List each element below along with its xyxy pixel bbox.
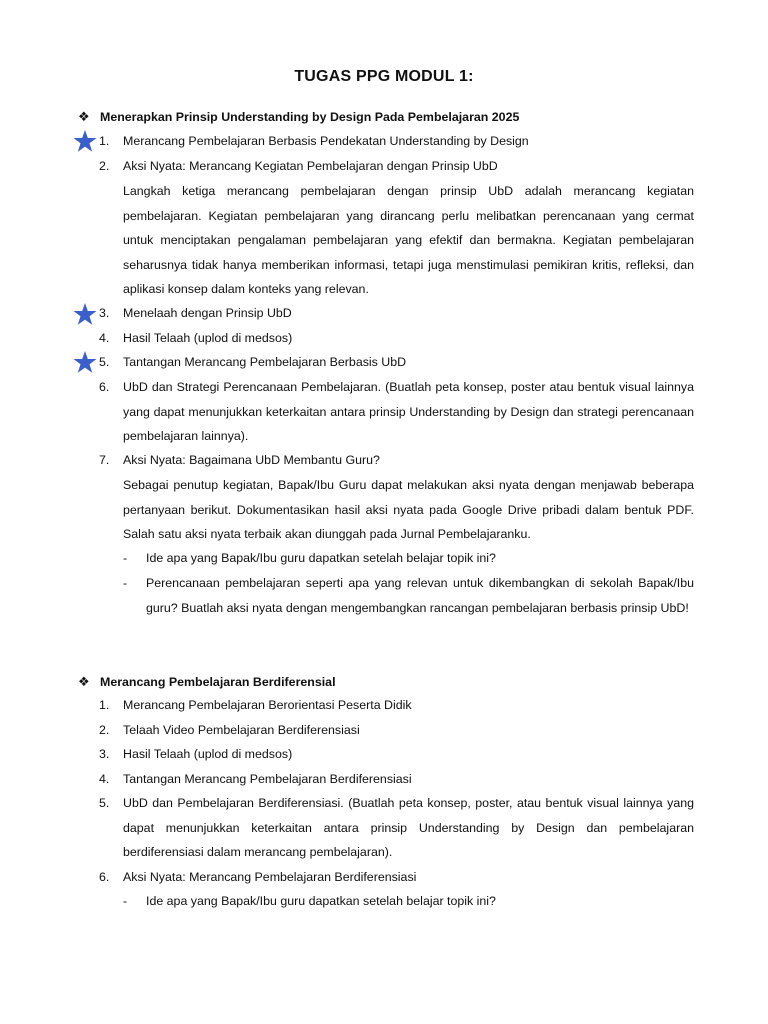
- list-item: 4. Hasil Telaah (uplod di medsos): [99, 331, 293, 345]
- blue-star-icon: [73, 303, 97, 325]
- section-heading: [78, 109, 519, 125]
- list-item: 1. Merancang Pembelajaran Berorientasi Peserta Didik: [99, 698, 412, 712]
- paragraph: Sebagai penutup kegiatan, Bapak/Ibu Guru dapat melakukan aksi nyata dengan menjawab beberapa pertanyaan berikut. Dokumentasikan hasil aksi nyata pada Google Drive pribadi dalam bentuk PDF. Salah satu aksi nyata terbaik akan diunggah pada Jurnal Pembelajaranku.: [123, 478, 694, 542]
- dash-item: - Perencanaan pembelajaran seperti apa yang relevan untuk dikembangkan di sekolah Bapak/Ibu guru? Buatlah aksi nyata dengan mengembangkan rancangan pembelajaran berbasis prinsip UbD!: [123, 576, 694, 615]
- list-item: 6. Aksi Nyata: Merancang Pembelajaran Berdiferensiasi: [99, 870, 417, 884]
- dash-item: - Ide apa yang Bapak/Ibu guru dapatkan setelah belajar topik ini?: [123, 894, 496, 908]
- page-title: TUGAS PPG MODUL 1:: [294, 68, 474, 85]
- section-heading-text: Merancang Pembelajaran Berdiferensial: [100, 675, 336, 689]
- diamond-bullet-icon: ❖: [78, 109, 90, 124]
- list-item: 7. Aksi Nyata: Bagaimana UbD Membantu Guru?: [99, 453, 380, 467]
- section-heading-text: Menerapkan Prinsip Understanding by Design Pada Pembelajaran 2025: [100, 110, 520, 124]
- blue-star-icon: [73, 351, 97, 373]
- section-heading: [78, 674, 336, 690]
- list-item: 4. Tantangan Merancang Pembelajaran Berdiferensiasi: [99, 772, 412, 786]
- list-item: 5. UbD dan Pembelajaran Berdiferensiasi. (Buatlah peta konsep, poster, atau bentuk visual lainnya yang dapat menunjukkan keterkaitan antara prinsip Understanding by Design dan pembelajaran berdiferensiasi dalam merancang pembelajaran).: [99, 796, 694, 860]
- list-item: 3. Hasil Telaah (uplod di medsos): [99, 747, 293, 761]
- diamond-bullet-icon: ❖: [78, 674, 90, 689]
- dash-item: - Ide apa yang Bapak/Ibu guru dapatkan setelah belajar topik ini?: [123, 551, 496, 565]
- list-item: 1. Merancang Pembelajaran Berbasis Pendekatan Understanding by Design: [99, 134, 529, 148]
- list-item: 3. Menelaah dengan Prinsip UbD: [99, 306, 292, 320]
- list-item: 6. UbD dan Strategi Perencanaan Pembelajaran. (Buatlah peta konsep, poster atau bentuk visual lainnya yang dapat menunjukkan keterkaitan antara prinsip Understanding by Design dan strategi perencanaan pembelajaran lainnya).: [99, 380, 694, 444]
- paragraph: Langkah ketiga merancang pembelajaran dengan prinsip UbD adalah merancang kegiatan pembelajaran. Kegiatan pembelajaran yang dirancang perlu melibatkan perencanaan yang cermat untuk menciptakan pengalaman pembelajaran yang efektif dan bermakna. Kegiatan pembelajaran seharusnya tidak hanya memberikan informasi, tetapi juga menstimulasi pemikiran kritis, refleksi, dan aplikasi konsep dalam konteks yang relevan.: [123, 184, 694, 297]
- blue-star-icon: [73, 130, 97, 152]
- list-item: 5. Tantangan Merancang Pembelajaran Berbasis UbD: [99, 355, 407, 369]
- list-item: 2. Aksi Nyata: Merancang Kegiatan Pembelajaran dengan Prinsip UbD: [99, 159, 498, 173]
- list-item: 2. Telaah Video Pembelajaran Berdiferensiasi: [99, 723, 360, 737]
